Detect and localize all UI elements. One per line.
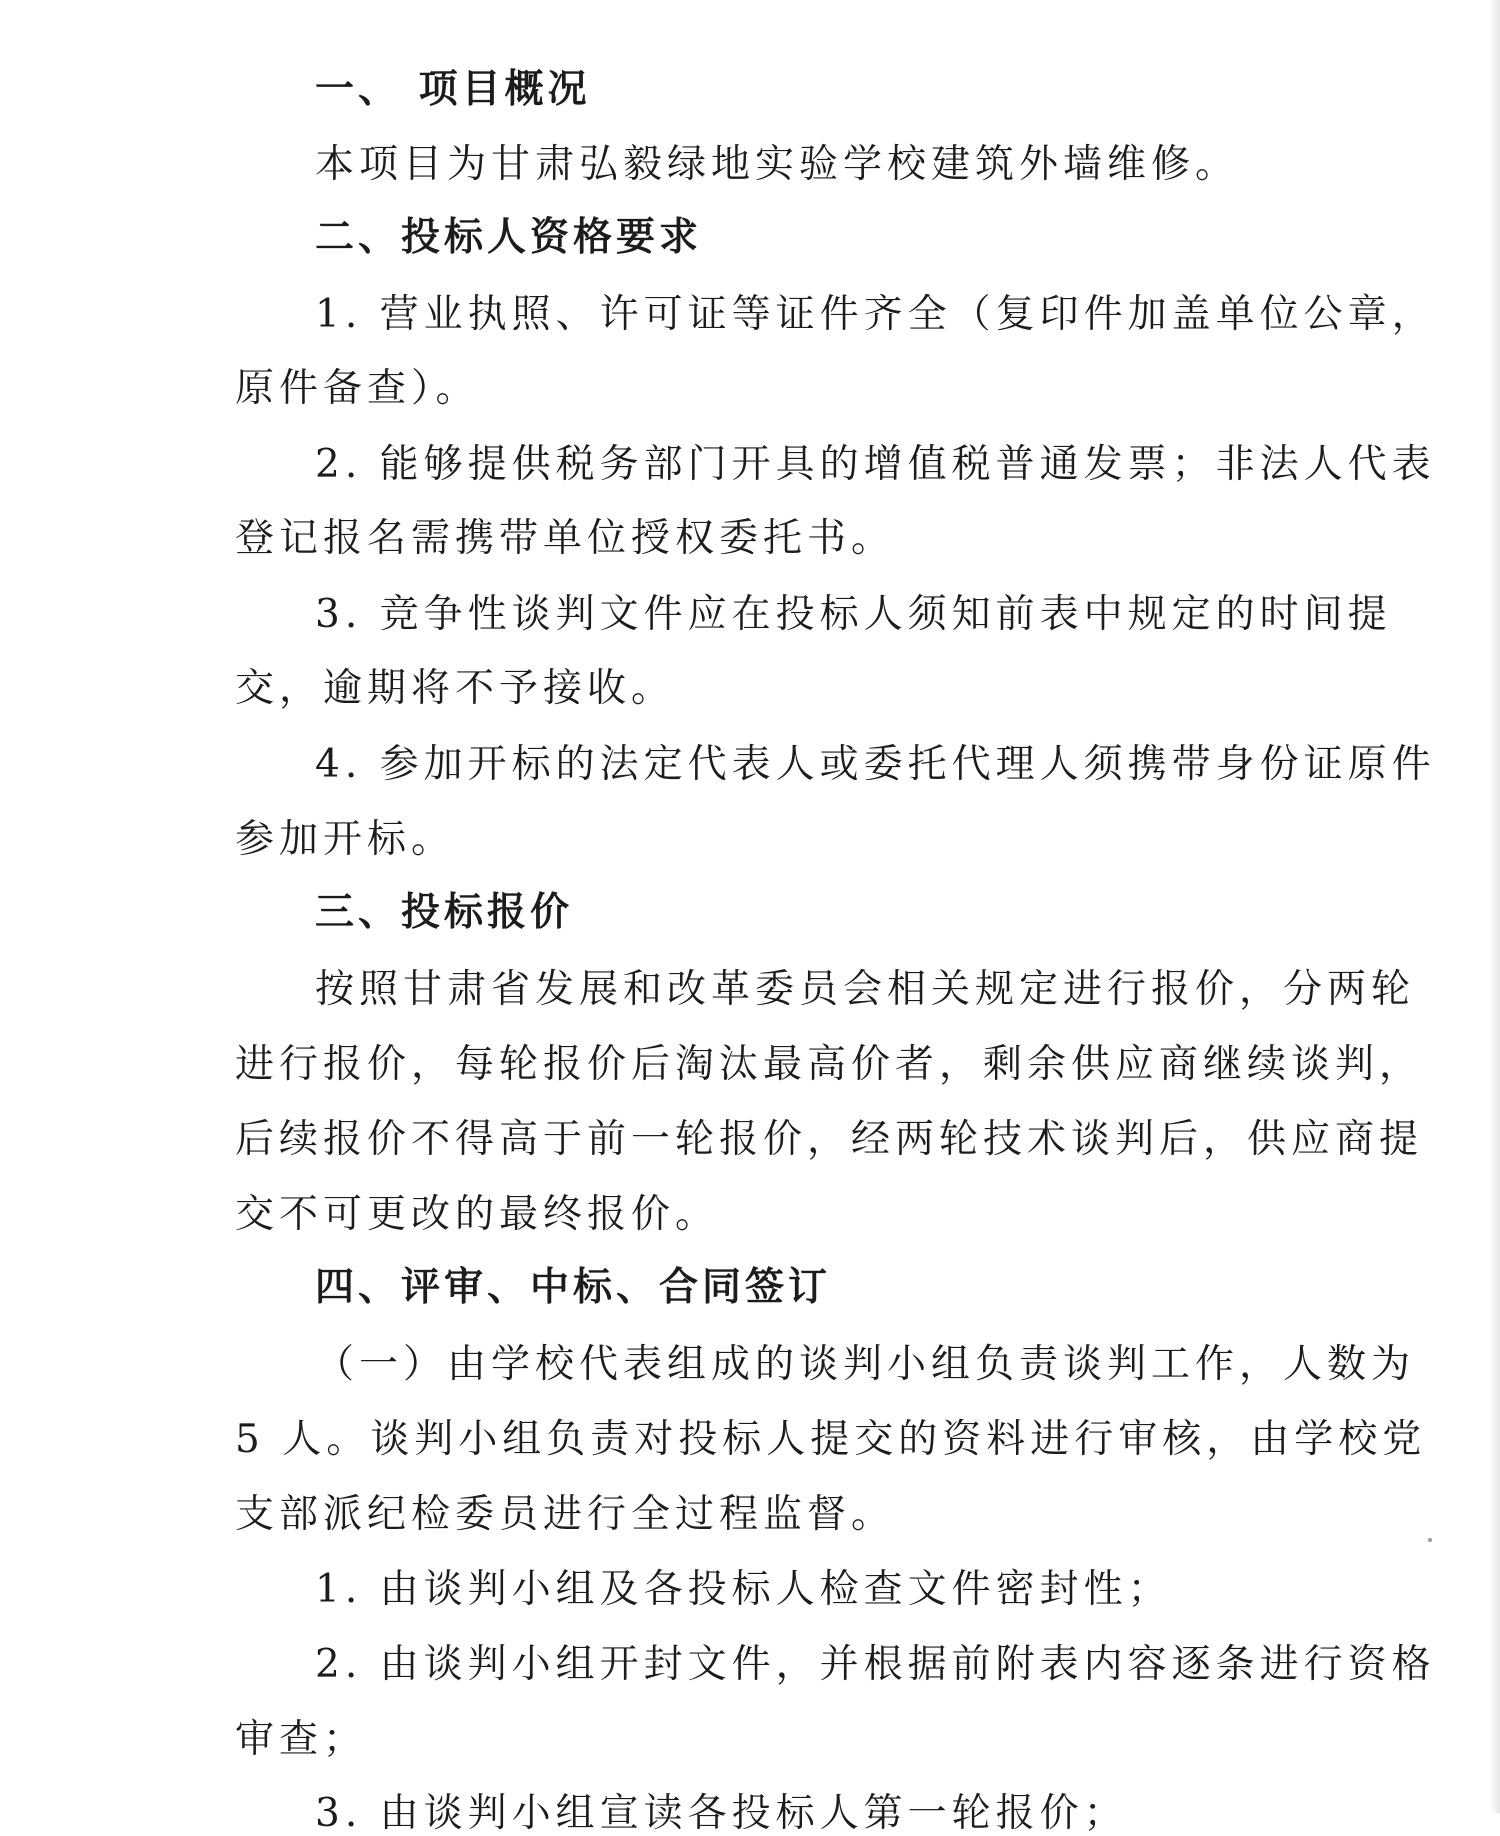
paragraph-line: 支部派纪检委员进行全过程监督。 [235, 1492, 896, 1537]
scan-speck [1428, 1538, 1432, 1542]
paragraph-line: 交，逾期将不予接收。 [235, 666, 676, 711]
paragraph-line: 1. 营业执照、许可证等证件齐全（复印件加盖单位公章， [315, 292, 1436, 337]
paragraph-line: 审查； [235, 1717, 368, 1762]
paragraph-line: 4. 参加开标的法定代表人或委托代理人须携带身份证原件 [315, 742, 1436, 787]
paragraph-line: 按照甘肃省发展和改革委员会相关规定进行报价，分两轮 [315, 967, 1416, 1012]
paragraph-line: 参加开标。 [235, 817, 456, 862]
paragraph-line: 后续报价不得高于前一轮报价，经两轮技术谈判后，供应商提 [235, 1117, 1424, 1162]
paragraph-line: 登记报名需携带单位授权委托书。 [235, 516, 896, 561]
paragraph-line: 3. 竞争性谈判文件应在投标人须知前表中规定的时间提 [315, 592, 1392, 637]
paragraph-line: 交不可更改的最终报价。 [235, 1192, 720, 1237]
scan-edge-shadow [1490, 0, 1500, 1813]
paragraph-line: 1. 由谈判小组及各投标人检查文件密封性； [315, 1567, 1172, 1612]
section-heading-3: 三、投标报价 [315, 890, 574, 935]
paragraph-line: （一）由学校代表组成的谈判小组负责谈判工作，人数为 [315, 1342, 1416, 1387]
paragraph-line: 2. 能够提供税务部门开具的增值税普通发票；非法人代表 [315, 442, 1436, 487]
paragraph-line: 进行报价，每轮报价后淘汰最高价者，剩余供应商继续谈判， [235, 1042, 1424, 1087]
paragraph-line: 2. 由谈判小组开封文件，并根据前附表内容逐条进行资格 [315, 1642, 1436, 1687]
paragraph-line: 本项目为甘肃弘毅绿地实验学校建筑外墙维修。 [315, 142, 1240, 187]
section-heading-4: 四、评审、中标、合同签订 [315, 1265, 832, 1310]
paragraph-line: 5 人。谈判小组负责对投标人提交的资料进行审核，由学校党 [235, 1417, 1427, 1462]
paragraph-line: 原件备查）。 [235, 366, 480, 411]
section-heading-1: 一、 项目概况 [315, 67, 591, 112]
paragraph-line: 3. 由谈判小组宣读各投标人第一轮报价； [315, 1791, 1128, 1836]
section-heading-2: 二、投标人资格要求 [315, 215, 703, 260]
